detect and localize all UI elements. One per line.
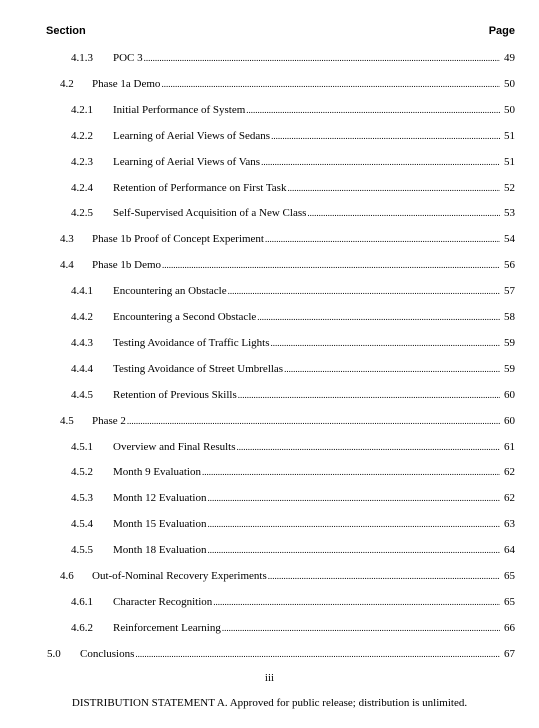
toc-entry-page: 49	[504, 52, 515, 64]
toc-entry-leader	[113, 596, 501, 608]
dot-leader	[307, 207, 500, 219]
dot-leader	[202, 466, 500, 478]
toc-entry-page: 52	[504, 181, 515, 194]
toc-entry-page: 57	[504, 285, 515, 298]
toc-entry-leader	[113, 52, 501, 64]
toc-entry[interactable]	[0, 52, 539, 68]
toc-entry-number: 4.6.1	[71, 595, 93, 608]
toc-entry-leader	[113, 389, 501, 401]
toc-entry-number: 4.4.1	[71, 285, 93, 298]
toc-entry-page: 61	[504, 440, 515, 453]
toc-entry-number: 4.2	[60, 77, 74, 90]
toc-entry-leader	[113, 104, 501, 116]
toc-entry-title: Phase 1b Proof of Concept Experiment	[92, 233, 264, 246]
toc-entry-number: 4.5.2	[71, 466, 93, 479]
toc-entry[interactable]	[0, 466, 539, 482]
toc-entry[interactable]	[0, 363, 539, 379]
toc-entry-number: 5.0	[47, 647, 61, 660]
toc-entry-leader	[113, 182, 501, 194]
toc-entry-page: 53	[504, 207, 515, 220]
distribution-statement: DISTRIBUTION STATEMENT A. Approved for public release; distribution is unlimited.	[71, 697, 468, 709]
toc-entry-page: 54	[504, 233, 515, 246]
toc-entry-number: 4.4.3	[71, 336, 93, 349]
dot-leader	[284, 363, 500, 375]
toc-entry-page: 65	[504, 570, 515, 582]
toc-entry-page: 56	[504, 259, 515, 272]
dot-leader	[228, 285, 500, 297]
toc-entry-leader	[113, 518, 501, 530]
toc-entry[interactable]	[0, 233, 539, 249]
toc-entry-title: Self-Supervised Acquisition of a New Class	[113, 207, 307, 220]
dot-leader	[162, 259, 500, 271]
toc-entry-number: 4.5.1	[71, 440, 93, 453]
toc-entry-number: 4.4.5	[71, 388, 93, 401]
dot-leader	[261, 156, 500, 168]
toc-entry-title: Testing Avoidance of Street Umbrellas	[113, 362, 284, 375]
dot-leader	[238, 389, 500, 401]
toc-entry-page: 51	[504, 129, 515, 142]
toc-entry[interactable]	[0, 389, 539, 405]
toc-entry-number: 4.4.2	[71, 311, 93, 323]
toc-entry-leader	[80, 648, 501, 660]
toc-entry-number: 4.2.2	[71, 129, 93, 142]
toc-entry-title: Month 12 Evaluation	[113, 492, 207, 505]
dot-leader	[257, 311, 500, 323]
toc-entry-title: Month 18 Evaluation	[113, 544, 207, 557]
dot-leader	[265, 233, 500, 245]
toc-entry-page: 59	[504, 336, 515, 349]
toc-entry[interactable]	[0, 622, 539, 638]
toc-entry[interactable]	[0, 156, 539, 172]
toc-entry-page: 51	[504, 155, 515, 168]
toc-entry[interactable]	[0, 441, 539, 457]
toc-entry-leader	[113, 130, 501, 142]
dot-leader	[208, 544, 501, 556]
toc-entry-title: Testing Avoidance of Traffic Lights	[113, 336, 270, 349]
toc-entry[interactable]	[0, 259, 539, 275]
toc-entry[interactable]	[0, 182, 539, 198]
toc-entry-number: 4.6.2	[71, 621, 93, 634]
toc-entry-title: Phase 2	[92, 414, 126, 427]
toc-entry-leader	[92, 259, 501, 271]
toc-entry-page: 59	[504, 362, 515, 375]
toc-entry[interactable]	[0, 492, 539, 508]
toc-entry[interactable]	[0, 596, 539, 612]
toc-entry-leader	[113, 544, 501, 556]
toc-entry-leader	[113, 441, 501, 453]
toc-entry-title: Learning of Aerial Views of Vans	[113, 155, 261, 168]
toc-entry-page: 62	[504, 466, 515, 479]
toc-entry-number: 4.3	[60, 233, 74, 246]
toc-entry-number: 4.4.4	[71, 362, 93, 375]
toc-entry[interactable]	[0, 415, 539, 431]
toc-entry-leader	[113, 285, 501, 297]
dot-leader	[246, 104, 500, 116]
toc-entry-page: 50	[504, 103, 515, 116]
toc-entry-title: Learning of Aerial Views of Sedans	[113, 129, 271, 142]
toc-entry-number: 4.5.4	[71, 518, 93, 531]
dot-leader	[222, 622, 500, 634]
toc-entry-number: 4.5	[60, 414, 74, 427]
toc-entry-page: 65	[504, 595, 515, 608]
toc-entry-number: 4.2.5	[71, 207, 93, 220]
toc-entry-leader	[92, 78, 501, 90]
toc-entry-leader	[113, 207, 501, 219]
toc-entry-title: Month 9 Evaluation	[113, 466, 201, 479]
toc-entry-number: 4.2.4	[71, 181, 93, 194]
toc-entry-leader	[113, 492, 501, 504]
page-column-header: Page	[488, 25, 515, 37]
toc-entry-leader	[113, 466, 501, 478]
toc-entry-title: Phase 1a Demo	[92, 77, 161, 90]
dot-leader	[135, 648, 500, 660]
toc-entry[interactable]	[0, 544, 539, 560]
toc-entry[interactable]	[0, 130, 539, 146]
toc-entry-title: Reinforcement Learning	[113, 621, 221, 634]
dot-leader	[213, 596, 500, 608]
toc-entry-title: Overview and Final Results	[113, 440, 236, 453]
toc-entry-title: Out-of-Nominal Recovery Experiments	[92, 570, 267, 582]
toc-entry-title: Encountering a Second Obstacle	[113, 311, 257, 323]
dot-leader	[161, 78, 500, 90]
toc-entry-number: 4.2.3	[71, 155, 93, 168]
dot-leader	[144, 52, 500, 64]
toc-entry-page: 58	[504, 311, 515, 323]
dot-leader	[270, 337, 500, 349]
toc-entry-page: 62	[504, 492, 515, 505]
toc-entry-number: 4.5.5	[71, 544, 93, 557]
toc-entry-page: 60	[504, 414, 515, 427]
toc-entry-leader	[92, 415, 501, 427]
toc-entry[interactable]	[0, 648, 539, 664]
toc-entry[interactable]	[0, 337, 539, 353]
dot-leader	[287, 182, 500, 194]
toc-entry-leader	[113, 363, 501, 375]
toc-entry-title: Encountering an Obstacle	[113, 285, 227, 298]
dot-leader	[208, 492, 501, 504]
toc-entry-leader	[113, 311, 501, 323]
toc-entry-page: 67	[504, 647, 515, 660]
section-column-header: Section	[46, 25, 86, 37]
toc-entry-number: 4.1.3	[71, 52, 93, 64]
toc-entry-title: Retention of Performance on First Task	[113, 181, 287, 194]
toc-entry-title: POC 3	[113, 52, 143, 64]
toc-entry[interactable]	[0, 570, 539, 586]
dot-leader	[208, 518, 501, 530]
toc-entry-leader	[92, 570, 501, 582]
dot-leader	[127, 415, 500, 427]
toc-entry-leader	[113, 337, 501, 349]
toc-entry[interactable]	[0, 78, 539, 94]
toc-entry[interactable]	[0, 518, 539, 534]
page-number: iii	[264, 672, 275, 684]
toc-entry-number: 4.2.1	[71, 103, 93, 116]
toc-entry-title: Month 15 Evaluation	[113, 518, 207, 531]
toc-entry[interactable]	[0, 311, 539, 327]
toc-entry[interactable]	[0, 104, 539, 120]
toc-entry[interactable]	[0, 285, 539, 301]
toc-entry-leader	[92, 233, 501, 245]
toc-entry-title: Character Recognition	[113, 595, 213, 608]
toc-entry-number: 4.4	[60, 259, 74, 272]
toc-entry-leader	[113, 622, 501, 634]
toc-entry-page: 63	[504, 518, 515, 531]
dot-leader	[237, 441, 500, 453]
toc-entry-page: 60	[504, 388, 515, 401]
toc-entry-page: 64	[504, 544, 515, 557]
dot-leader	[271, 130, 500, 142]
toc-entry-leader	[113, 156, 501, 168]
toc-entry[interactable]	[0, 207, 539, 223]
toc-entry-page: 66	[504, 621, 515, 634]
toc-entry-title: Conclusions	[80, 647, 135, 660]
toc-entry-page: 50	[504, 77, 515, 90]
toc-entry-title: Retention of Previous Skills	[113, 388, 237, 401]
dot-leader	[268, 570, 500, 582]
toc-entry-title: Phase 1b Demo	[92, 259, 162, 272]
toc-entry-number: 4.6	[60, 570, 74, 582]
toc-entry-number: 4.5.3	[71, 492, 93, 505]
toc-entry-title: Initial Performance of System	[113, 103, 246, 116]
